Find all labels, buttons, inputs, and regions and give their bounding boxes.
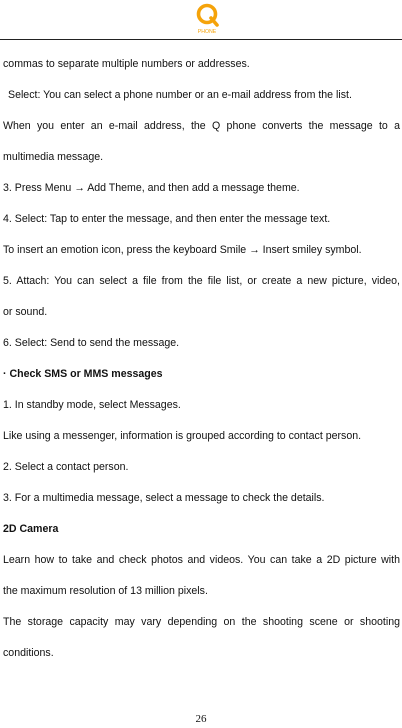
paragraph xyxy=(3,523,400,535)
paragraph xyxy=(3,554,400,597)
text-line: conditions. xyxy=(3,647,54,659)
paragraph xyxy=(3,399,400,411)
paragraph xyxy=(3,461,400,473)
text-line: Learn how to take and check photos and videos. You can take a 2D picture with xyxy=(3,554,400,566)
page-header xyxy=(0,0,402,40)
text-line: Select: You can select a phone number or an e-mail address from the list. xyxy=(8,89,352,101)
text-line: 3. Press Menu → Add Theme, and then add a message theme. xyxy=(3,182,300,194)
paragraph xyxy=(3,337,400,349)
text-line: To insert an emotion icon, press the keyboard Smile → Insert smiley symbol. xyxy=(3,244,362,256)
text-line: or sound. xyxy=(3,306,48,318)
paragraph xyxy=(3,492,400,504)
text-line: 6. Select: Send to send the message. xyxy=(3,337,180,349)
text-line: commas to separate multiple numbers or addresses. xyxy=(3,58,250,70)
text-line: the maximum resolution of 13 million pixels. xyxy=(3,585,208,597)
text-line: 3. For a multimedia message, select a message to check the details. xyxy=(3,492,325,504)
text-line: When you enter an e-mail address, the Q phone converts the message to a xyxy=(3,120,400,132)
paragraph xyxy=(3,430,400,442)
paragraph xyxy=(3,120,400,163)
paragraph xyxy=(3,58,400,70)
paragraph xyxy=(3,244,400,256)
q-phone-logo-icon xyxy=(190,2,224,36)
page-number: 26 xyxy=(195,713,207,725)
text-line: Like using a messenger, information is grouped according to contact person. xyxy=(3,430,362,442)
paragraph xyxy=(3,89,400,101)
text-line: 2D Camera xyxy=(3,523,59,535)
paragraph xyxy=(3,616,400,659)
text-line: · Check SMS or MMS messages xyxy=(3,368,163,380)
paragraph xyxy=(3,368,400,380)
document-body xyxy=(3,58,400,678)
text-line: 1. In standby mode, select Messages. xyxy=(3,399,181,411)
header-divider xyxy=(0,39,402,40)
paragraph xyxy=(3,182,400,194)
paragraph xyxy=(3,275,400,318)
text-line: 5. Attach: You can select a file from the file list, or create a new picture, video, xyxy=(3,275,400,287)
text-line: 4. Select: Tap to enter the message, and then enter the message text. xyxy=(3,213,331,225)
text-line: The storage capacity may vary depending on the shooting scene or shooting xyxy=(3,616,400,628)
paragraph xyxy=(3,213,400,225)
text-line: 2. Select a contact person. xyxy=(3,461,129,473)
text-line: multimedia message. xyxy=(3,151,104,163)
logo-text: PHONE xyxy=(197,29,217,35)
